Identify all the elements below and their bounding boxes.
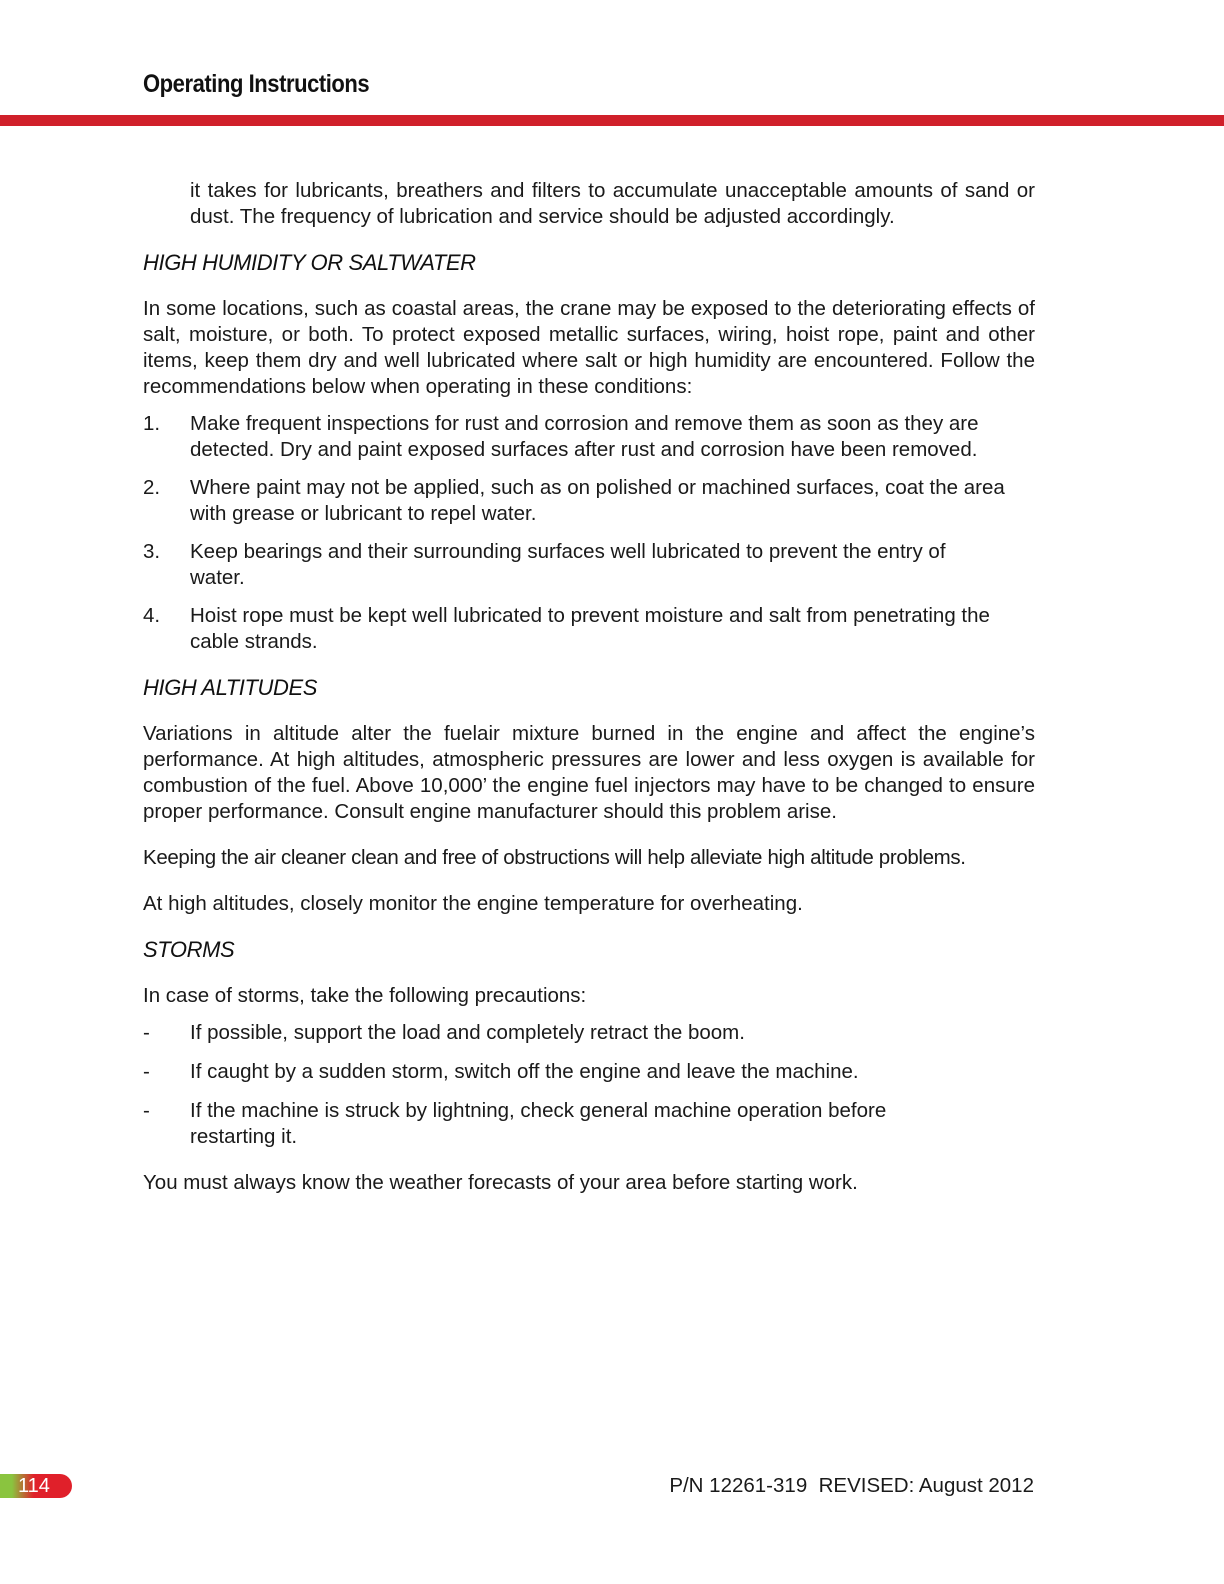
header-divider-bar bbox=[0, 115, 1224, 126]
list-item-number: 1. bbox=[143, 412, 161, 435]
page-content bbox=[143, 178, 1035, 1196]
storms-intro-paragraph: In case of storms, take the following precautions: bbox=[143, 984, 587, 1007]
list-item bbox=[143, 411, 1035, 463]
altitudes-paragraph-1: Variations in altitude alter the fuelair mixture burned in the engine and affect the engine’s performance. At high altitudes, atmospheric pressures are lower and less oxygen is available for combustion of the fuel. Above 10,000’ the engine fuel injectors may have to be changed to ensure proper performance. Consult engine manufacturer should this problem arise. bbox=[143, 722, 1035, 823]
altitudes-paragraph-2: Keeping the air cleaner clean and free of obstructions will help alleviate high altitude problems. bbox=[143, 846, 966, 869]
list-item-bullet: - bbox=[143, 1099, 150, 1122]
list-item-bullet: - bbox=[143, 1060, 150, 1083]
section-heading-storms: STORMS bbox=[143, 937, 235, 962]
list-item-bullet: - bbox=[143, 1021, 150, 1044]
list-item bbox=[143, 475, 1035, 527]
list-item-text: If possible, support the load and completely retract the boom. bbox=[190, 1021, 745, 1044]
list-item-number: 4. bbox=[143, 604, 161, 627]
page-number: 114 bbox=[18, 1475, 50, 1497]
list-item bbox=[143, 1098, 1035, 1150]
list-item-number: 2. bbox=[143, 476, 161, 499]
section-heading-altitudes: HIGH ALTITUDES bbox=[143, 675, 318, 700]
section-heading-humidity: HIGH HUMIDITY OR SALTWATER bbox=[143, 250, 476, 275]
list-item bbox=[143, 603, 1035, 655]
humidity-paragraph: In some locations, such as coastal areas, the crane may be exposed to the deteriorating effects of salt, moisture, or both. To protect exposed metallic surfaces, wiring, hoist rope, paint and other items, keep them dry and well lubricated where salt or high humidity are encountered. Follow the recommendations below when operating in these conditions: bbox=[143, 297, 1035, 398]
list-item-text: Make frequent inspections for rust and corrosion and remove them as soon as they are detected. Dry and paint exposed surfaces after rust and corrosion have been removed. bbox=[190, 412, 979, 461]
list-item-text: Hoist rope must be kept well lubricated to prevent moisture and salt from penetrating the cable strands. bbox=[190, 604, 990, 653]
intro-continuation-paragraph: it takes for lubricants, breathers and filters to accumulate unacceptable amounts of sand or dust. The frequency of lubrication and service should be adjusted accordingly. bbox=[190, 179, 1035, 228]
list-item bbox=[143, 539, 1035, 591]
list-item-text: If caught by a sudden storm, switch off the engine and leave the machine. bbox=[190, 1060, 859, 1083]
list-item-text: If the machine is struck by lightning, check general machine operation before restarting it. bbox=[190, 1099, 887, 1148]
list-item bbox=[143, 1059, 1035, 1085]
list-item-number: 3. bbox=[143, 540, 161, 563]
part-number-revision: P/N 12261-319 REVISED: August 2012 bbox=[669, 1474, 1034, 1497]
storms-closing-paragraph: You must always know the weather forecasts of your area before starting work. bbox=[143, 1171, 858, 1194]
list-item-text: Where paint may not be applied, such as on polished or machined surfaces, coat the area with grease or lubricant to repel water. bbox=[190, 476, 1005, 525]
storms-precautions-list bbox=[143, 1020, 1035, 1150]
humidity-recommendations-list bbox=[143, 411, 1035, 655]
list-item bbox=[143, 1020, 1035, 1046]
altitudes-paragraph-3: At high altitudes, closely monitor the engine temperature for overheating. bbox=[143, 892, 803, 915]
list-item-text: Keep bearings and their surrounding surfaces well lubricated to prevent the entry of water. bbox=[190, 540, 946, 589]
page-header-title: Operating Instructions bbox=[143, 70, 370, 98]
